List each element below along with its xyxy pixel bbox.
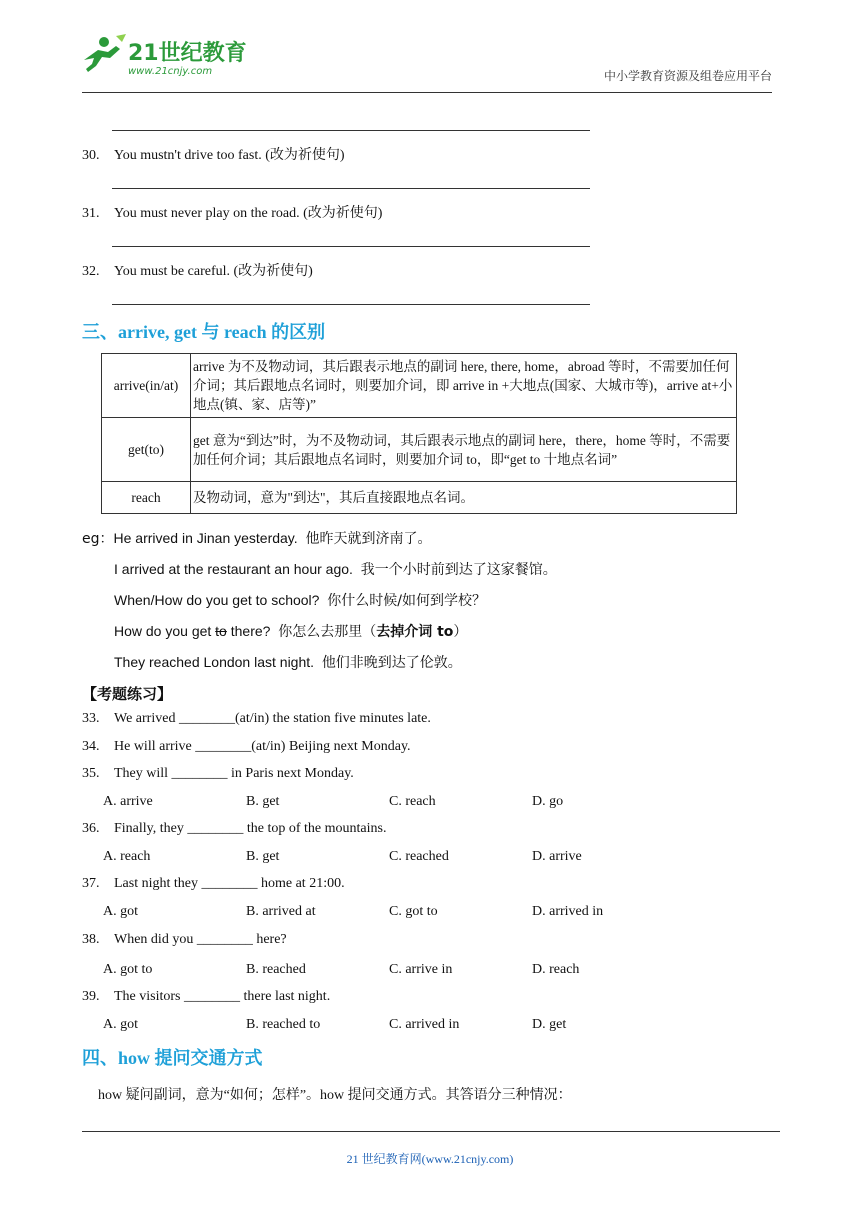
table-desc: get 意为“到达”时，为不及物动词，其后跟表示地点的副词 here，there，home 等时，不需要加任何介词；其后跟地点名词时，则要加介词 to，即“get to 十地点名词” [191, 418, 737, 482]
option[interactable]: A. arrive [103, 794, 153, 809]
option[interactable]: A. got to [103, 962, 153, 977]
question-33: 33. We arrived ________(at/in) the station five minutes late. [82, 711, 431, 726]
runner-icon [84, 34, 126, 72]
site-logo [76, 30, 266, 78]
option[interactable]: B. reached [246, 962, 306, 977]
section-4-title: 四、how 提问交通方式 [82, 1048, 263, 1068]
question-38: 38. When did you ________ here? [82, 932, 287, 947]
option[interactable]: A. got [103, 1017, 138, 1032]
option[interactable]: D. arrived in [532, 904, 604, 919]
question-36: 36. Finally, they ________ the top of the mountains. [82, 821, 387, 836]
table-desc: arrive 为不及物动词，其后跟表示地点的副词 here, there, home，abroad 等时，不需要加任何介词；其后跟地点名词时，则要加介词，即 arrive in +大地点(国家、大城市等)，arrive at+小地点(镇、家、店等)” [191, 354, 737, 418]
question-34: 34. He will arrive ________(at/in) Beijing next Monday. [82, 739, 411, 754]
question-32: 32. You must be careful. (改为祈使句) [82, 264, 313, 279]
practice-label: 【考题练习】 [82, 685, 173, 703]
option[interactable]: D. reach [532, 962, 580, 977]
comparison-table [101, 353, 737, 514]
footer-divider [82, 1131, 780, 1132]
option[interactable]: C. reached [389, 849, 449, 864]
option[interactable]: B. get [246, 849, 280, 864]
svg-text:21世纪教育: 21世纪教育 [128, 41, 247, 66]
option[interactable]: D. go [532, 794, 564, 809]
option[interactable]: D. arrive [532, 849, 582, 864]
option[interactable]: A. reach [103, 849, 151, 864]
option[interactable]: A. got [103, 904, 138, 919]
table-row [102, 354, 737, 418]
question-30: 30. You mustn't drive too fast. (改为祈使句) [82, 148, 345, 163]
table-term: arrive(in/at) [102, 354, 191, 418]
option[interactable]: C. arrived in [389, 1017, 460, 1032]
question-39: 39. The visitors ________ there last night. [82, 989, 331, 1004]
header-divider [82, 92, 772, 93]
svg-text:www.21cnjy.com: www.21cnjy.com [128, 66, 213, 77]
option[interactable]: C. arrive in [389, 962, 453, 977]
table-term: get(to) [102, 418, 191, 482]
question-37: 37. Last night they ________ home at 21:00. [82, 876, 345, 891]
footer-text[interactable]: 21 世纪教育网(www.21cnjy.com) [346, 1152, 514, 1166]
header-site-label: 中小学教育资源及组卷应用平台 [603, 69, 772, 83]
option[interactable]: B. get [246, 794, 280, 809]
section-3-title: 三、arrive, get 与 reach 的区别 [82, 322, 326, 342]
table-row [102, 418, 737, 482]
question-35: 35. They will ________ in Paris next Monday. [82, 766, 354, 781]
example-1: eg：He arrived in Jinan yesterday. 他昨天就到济南了。 [82, 530, 432, 547]
section-4-intro: how 疑问副词，意为“如何；怎样”。how 提问交通方式。其答语分三种情况： [98, 1088, 572, 1103]
option[interactable]: C. reach [389, 794, 436, 809]
option[interactable]: B. arrived at [246, 904, 316, 919]
option[interactable]: B. reached to [246, 1017, 321, 1032]
answer-line [112, 188, 590, 189]
option[interactable]: C. got to [389, 904, 438, 919]
answer-line [112, 130, 590, 131]
example-3: When/How do you get to school? 你什么时候/如何到学校？ [114, 592, 486, 609]
answer-line [112, 304, 590, 305]
option[interactable]: D. get [532, 1017, 567, 1032]
table-row [102, 482, 737, 514]
example-4: How do you get to there? 你怎么去那里（去掉介词 to） [114, 623, 468, 640]
example-2: I arrived at the restaurant an hour ago. 我一个小时前到达了这家餐馆。 [114, 561, 557, 578]
table-term: reach [102, 482, 191, 514]
question-31: 31. You must never play on the road. (改为祈使句) [82, 206, 383, 221]
table-desc: 及物动词，意为"到达"，其后直接跟地点名词。 [191, 482, 737, 514]
answer-line [112, 246, 590, 247]
example-5: They reached London last night. 他们非晚到达了伦敦。 [114, 654, 462, 671]
